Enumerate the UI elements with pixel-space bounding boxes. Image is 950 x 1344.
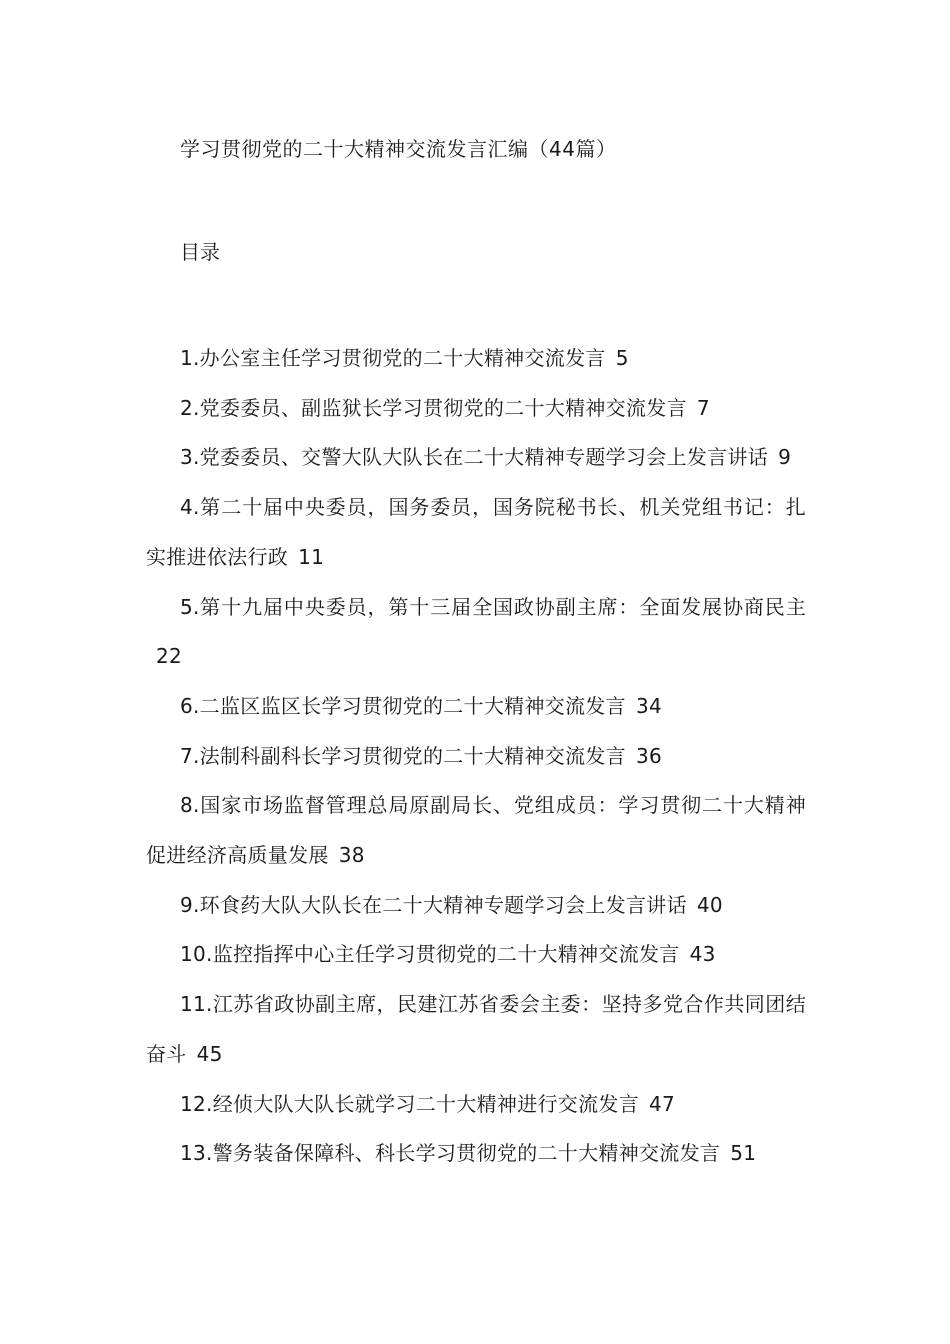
- toc-entry-title: 9.环食药大队大队长在二十大精神专题学习会上发言讲话: [180, 892, 687, 917]
- toc-entry-page-number: 45: [196, 1041, 223, 1066]
- toc-entry-page-number: 43: [689, 942, 716, 967]
- toc-entry-page-number: 51: [730, 1141, 757, 1166]
- toc-entry[interactable]: [146, 732, 806, 782]
- toc-entry-page-number: 5: [615, 346, 629, 370]
- toc-entry-page-number: 38: [338, 843, 365, 868]
- toc-entry[interactable]: [146, 483, 806, 582]
- toc-entry-title: 1.办公室主任学习贯彻党的二十大精神交流发言: [180, 346, 606, 370]
- toc-entry-title: 2.党委委员、副监狱长学习贯彻党的二十大精神交流发言: [180, 395, 687, 420]
- table-of-contents: [146, 334, 806, 1179]
- toc-entry-title: 7.法制科副科长学习贯彻党的二十大精神交流发言: [180, 743, 626, 768]
- toc-entry-title: 3.党委委员、交警大队大队长在二十大精神专题学习会上发言讲话: [180, 445, 769, 470]
- toc-entry-page-number: 9: [778, 445, 792, 470]
- toc-entry[interactable]: [146, 583, 806, 682]
- toc-entry[interactable]: [146, 1129, 806, 1179]
- toc-entry-page-number: 36: [635, 743, 663, 768]
- toc-entry[interactable]: [146, 384, 806, 434]
- toc-entry-page-number: 11: [298, 544, 325, 569]
- toc-entry-title: 10.监控指挥中心主任学习贯彻党的二十大精神交流发言: [180, 942, 680, 967]
- toc-entry[interactable]: [146, 980, 806, 1079]
- toc-entry-page-number: 22: [156, 644, 183, 669]
- document-title: 学习贯彻党的二十大精神交流发言汇编（44篇）: [180, 137, 617, 161]
- toc-entry[interactable]: [146, 334, 806, 384]
- toc-entry-title: 12.经侦大队大队长就学习二十大精神进行交流发言: [180, 1091, 640, 1116]
- toc-entry[interactable]: [146, 433, 806, 483]
- toc-entry[interactable]: [146, 881, 806, 931]
- toc-entry-title: 11.江苏省政协副主席，民建江苏省委会主委：坚持多党合作共同团结奋斗: [146, 992, 806, 1066]
- toc-entry-title: 5.第十九届中央委员，第十三届全国政协副主席：全面发展协商民主: [180, 594, 806, 619]
- toc-heading: 目录: [180, 240, 220, 264]
- toc-entry-page-number: 47: [649, 1091, 676, 1116]
- toc-entry-title: 6.二监区监区长学习贯彻党的二十大精神交流发言: [180, 693, 626, 718]
- toc-entry-page-number: 7: [696, 395, 710, 420]
- toc-entry[interactable]: [146, 781, 806, 880]
- toc-entry[interactable]: [146, 682, 806, 732]
- toc-entry-title: 4.第二十届中央委员，国务委员，国务院秘书长、机关党组书记：扎实推进依法行政: [146, 495, 806, 569]
- toc-entry-title: 13.警务装备保障科、科长学习贯彻党的二十大精神交流发言: [180, 1141, 721, 1166]
- toc-entry-page-number: 40: [696, 892, 723, 917]
- toc-entry-title: 8.国家市场监督管理总局原副局长、党组成员：学习贯彻二十大精神促进经济高质量发展: [146, 793, 806, 868]
- toc-entry[interactable]: [146, 930, 806, 980]
- toc-entry[interactable]: [146, 1080, 806, 1130]
- toc-entry-page-number: 34: [635, 693, 663, 718]
